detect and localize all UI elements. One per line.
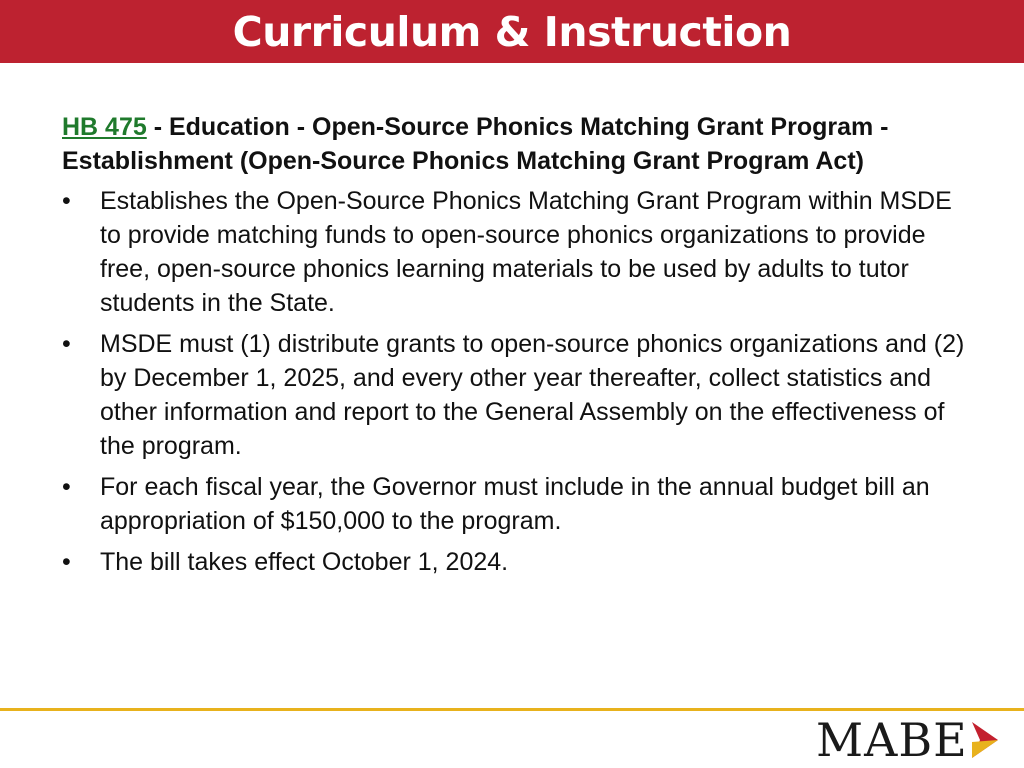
bullet-list — [62, 184, 972, 579]
bill-heading — [62, 110, 972, 178]
bullet-text: Establishes the Open-Source Phonics Matching Grant Program within MSDE to provide matching funds to open-source phonics organizations to provide free, open-source phonics learning materials to be used by adults to tutor students in the State. — [100, 187, 952, 317]
bullet-text: MSDE must (1) distribute grants to open-source phonics organizations and (2) by December 1, 2025, and every other year thereafter, collect statistics and other information and report to the General Assembly on the effectiveness of the program. — [100, 330, 965, 460]
mabe-logo — [816, 713, 1000, 767]
slide-content — [62, 110, 972, 586]
bullet-text: For each fiscal year, the Governor must include in the annual budget bill an appropriation of $150,000 to the program. — [100, 473, 930, 535]
bill-number-link[interactable]: HB 475 — [62, 113, 147, 141]
bill-title: - Education - Open-Source Phonics Matching Grant Program - Establishment (Open-Source Phonics Matching Grant Program Act) — [62, 113, 889, 175]
bullet-text: The bill takes effect October 1, 2024. — [100, 548, 509, 576]
title-bar — [0, 0, 1024, 63]
bullet-icon: • — [62, 548, 71, 576]
bullet-icon: • — [62, 187, 71, 215]
logo-text: MABE — [816, 713, 968, 767]
chevron-arrow-icon — [970, 720, 1000, 760]
bullet-item — [62, 545, 972, 579]
slide-title: Curriculum & Instruction — [232, 7, 792, 56]
bullet-item — [62, 470, 972, 538]
bullet-item — [62, 184, 972, 320]
bullet-icon: • — [62, 473, 71, 501]
bullet-item — [62, 327, 972, 463]
bullet-icon: • — [62, 330, 71, 358]
footer-divider — [0, 708, 1024, 711]
